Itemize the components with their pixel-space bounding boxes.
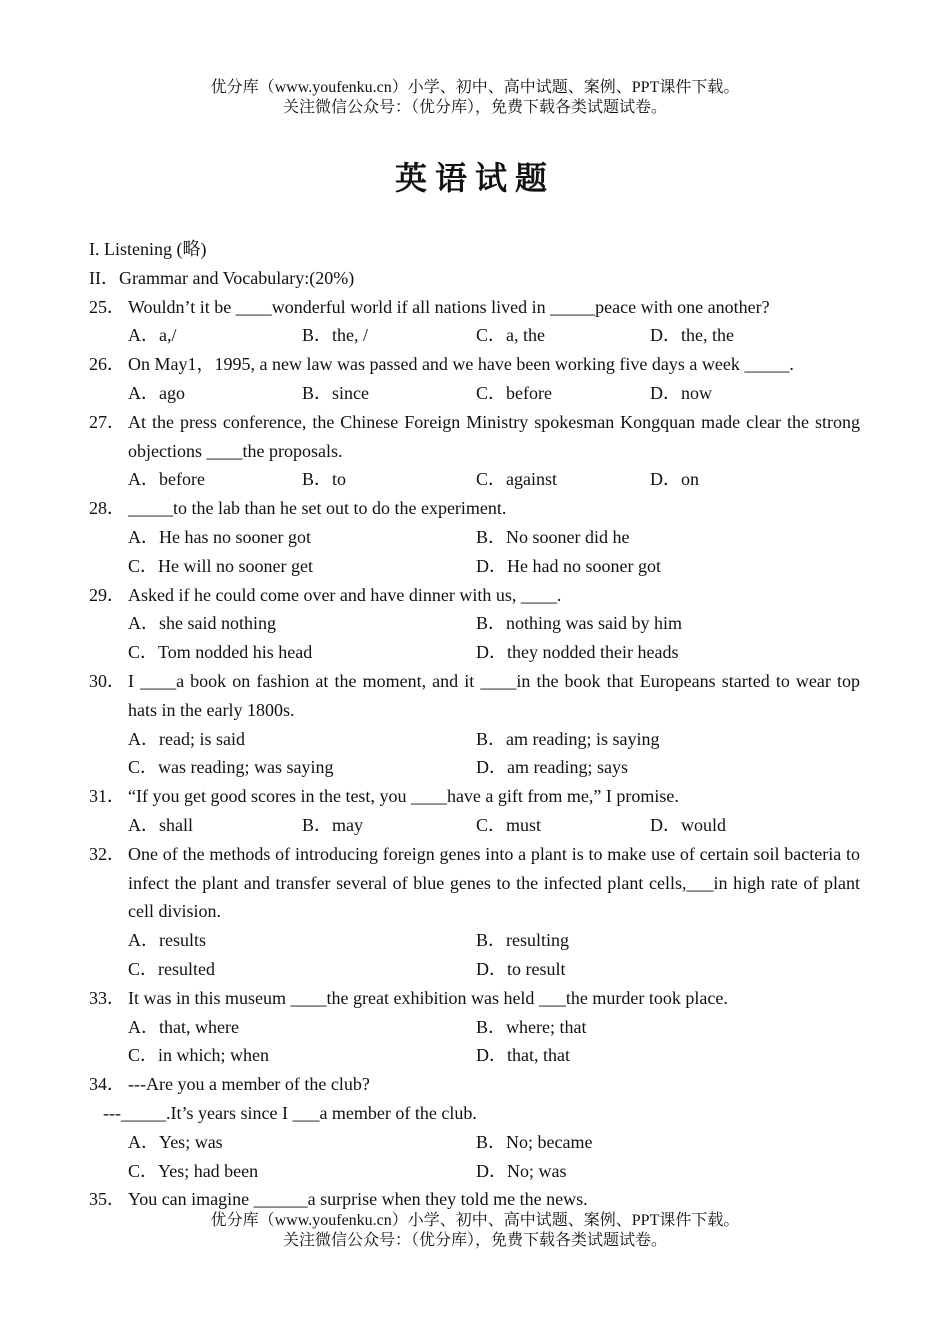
page-header — [0, 78, 950, 118]
header-line-1: 优分库（www.youfenku.cn）小学、初中、高中试题、案例、PPT课件下载。 — [210, 79, 740, 96]
question-32 — [89, 840, 860, 926]
options-row — [89, 609, 860, 638]
option-c: C．in which; when — [128, 1045, 269, 1066]
options-row — [89, 1157, 860, 1186]
option-a: A．that, where — [128, 1016, 239, 1037]
option-c: C．must — [476, 814, 542, 835]
question-text: On May1，1995, a new law was passed and we have been working five days a week _____. — [128, 354, 794, 375]
footer-line-1: 优分库（www.youfenku.cn）小学、初中、高中试题、案例、PPT课件下载。 — [210, 1212, 740, 1229]
options-row — [89, 926, 860, 955]
option-b: B．the, / — [302, 325, 368, 346]
option-c: C．was reading; was saying — [128, 757, 334, 778]
option-c: C．before — [476, 382, 552, 403]
option-c: C．a, the — [476, 325, 545, 346]
footer-line-2: 关注微信公众号：（优分库），免费下载各类试题试卷。 — [282, 1232, 667, 1249]
options-row — [89, 1041, 860, 1070]
question-number: 27． — [89, 411, 125, 432]
question-text: ---Are you a member of the club? — [128, 1074, 370, 1095]
option-a: A．she said nothing — [128, 613, 276, 634]
options-row — [89, 725, 860, 754]
options-row — [89, 552, 860, 581]
page-footer — [0, 1211, 950, 1251]
question-number: 25． — [89, 296, 125, 317]
question-27 — [89, 408, 860, 466]
option-b: B．since — [302, 382, 369, 403]
option-a: A．a,/ — [128, 325, 177, 346]
question-text: At the press conference, the Chinese Foreign Ministry spokesman Kongquan made clear the strong objections ____the proposals. — [128, 411, 860, 461]
question-30 — [89, 667, 860, 725]
option-a: A．read; is said — [128, 728, 245, 749]
page-title: 英语试题 — [394, 159, 555, 197]
option-b: B．No sooner did he — [476, 526, 630, 547]
options-row — [89, 379, 860, 408]
section-grammar: II．Grammar and Vocabulary:(20%) — [89, 267, 355, 288]
question-number: 30． — [89, 670, 125, 691]
question-number: 29． — [89, 584, 125, 605]
question-number: 28． — [89, 498, 125, 519]
options-row — [89, 638, 860, 667]
option-d: D．they nodded their heads — [476, 642, 679, 663]
options-row — [89, 753, 860, 782]
option-a: A．He has no sooner got — [128, 526, 311, 547]
option-b: B．resulting — [476, 930, 569, 951]
option-c: C．He will no sooner get — [128, 555, 313, 576]
option-b: B．No; became — [476, 1131, 593, 1152]
option-c: C．against — [476, 469, 557, 490]
question-number: 32． — [89, 843, 125, 864]
option-b: B．may — [302, 814, 363, 835]
question-33 — [89, 984, 860, 1013]
question-text: Wouldn’t it be ____wonderful world if all nations lived in _____peace with one another? — [128, 296, 770, 317]
options-row — [89, 1128, 860, 1157]
options-row — [89, 465, 860, 494]
question-35 — [89, 1185, 860, 1214]
section-listening: I. Listening (略) — [89, 239, 207, 259]
option-d: D．that, that — [476, 1045, 570, 1066]
options-row — [89, 321, 860, 350]
option-b: B．am reading; is saying — [476, 728, 660, 749]
question-text: One of the methods of introducing foreign genes into a plant is to make use of certain soil bacteria to infect the plant and transfer several of blue genes to the infected plant cells,___in high rate of plant cell division. — [128, 843, 860, 922]
options-row — [89, 1013, 860, 1042]
options-row — [89, 811, 860, 840]
option-a: A．before — [128, 469, 205, 490]
option-a: A．results — [128, 930, 206, 951]
option-b: B．nothing was said by him — [476, 613, 682, 634]
option-d: D．the, the — [650, 325, 734, 346]
question-29 — [89, 581, 860, 610]
question-number: 33． — [89, 987, 125, 1008]
question-number: 31． — [89, 786, 125, 807]
options-row — [89, 955, 860, 984]
question-text: “If you get good scores in the test, you ____have a gift from me,” I promise. — [128, 786, 679, 807]
question-34 — [89, 1070, 860, 1099]
option-a: A．shall — [128, 814, 193, 835]
question-31 — [89, 782, 860, 811]
option-c: C．Tom nodded his head — [128, 642, 313, 663]
option-d: D．on — [650, 469, 699, 490]
question-text: _____to the lab than he set out to do the experiment. — [128, 498, 507, 519]
options-row — [89, 523, 860, 552]
question-25 — [89, 293, 860, 322]
option-d: D．to result — [476, 958, 566, 979]
question-text: I ____a book on fashion at the moment, and it ____in the book that Europeans started to wear top hats in the early 1800s. — [128, 670, 860, 720]
option-a: A．Yes; was — [128, 1131, 223, 1152]
question-number: 26． — [89, 354, 125, 375]
question-number: 34． — [89, 1074, 125, 1095]
question-text: Asked if he could come over and have dinner with us, ____. — [128, 584, 562, 605]
question-28 — [89, 494, 860, 523]
option-c: C．Yes; had been — [128, 1160, 259, 1181]
option-b: B．where; that — [476, 1016, 587, 1037]
header-line-2: 关注微信公众号：（优分库），免费下载各类试题试卷。 — [282, 99, 667, 116]
option-d: D．am reading; says — [476, 757, 628, 778]
option-d: D．would — [650, 814, 726, 835]
question-number: 35． — [89, 1189, 125, 1210]
question-text: It was in this museum ____the great exhibition was held ___the murder took place. — [128, 987, 728, 1008]
exam-content — [89, 235, 860, 1214]
question-text: You can imagine ______a surprise when they told me the news. — [128, 1189, 588, 1210]
option-a: A．ago — [128, 382, 185, 403]
question-26 — [89, 350, 860, 379]
option-b: B．to — [302, 469, 347, 490]
option-c: C．resulted — [128, 958, 215, 979]
option-d: D．He had no sooner got — [476, 555, 661, 576]
option-d: D．No; was — [476, 1160, 567, 1181]
option-d: D．now — [650, 382, 712, 403]
dialogue-reply: ---_____.It’s years since I ___a member of the club. — [103, 1102, 477, 1123]
